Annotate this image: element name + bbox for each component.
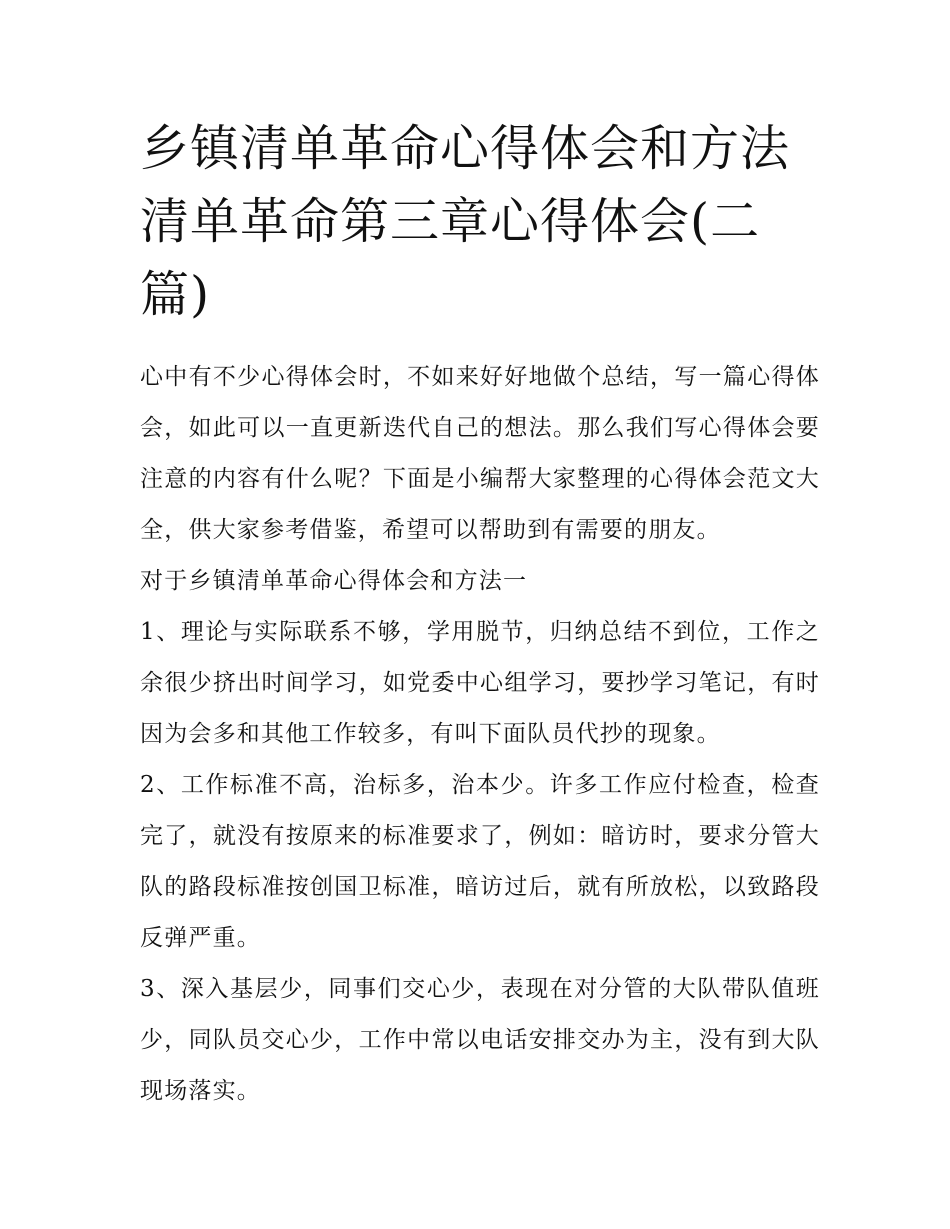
list-item: 1、理论与实际联系不够，学用脱节，归纳总结不到位，工作之余很少挤出时间学习，如党委中心组学习，要抄学习笔记，有时因为会多和其他工作较多，有叫下面队员代抄的现象。 <box>140 619 820 747</box>
list-item: 3、深入基层少，同事们交心少，表现在对分管的大队带队值班少，同队员交心少，工作中常以电话安排交办为主，没有到大队现场落实。 <box>140 976 820 1104</box>
document-body <box>140 352 820 1117</box>
document-title: 乡镇清单革命心得体会和方法清单革命第三章心得体会(二篇) <box>140 120 791 323</box>
intro-paragraph: 心中有不少心得体会时，不如来好好地做个总结，写一篇心得体会，如此可以一直更新迭代自己的想法。那么我们写心得体会要注意的内容有什么呢？下面是小编帮大家整理的心得体会范文大全，供大家参考借鉴，希望可以帮助到有需要的朋友。 <box>140 364 820 543</box>
list-item: 2、工作标准不高，治标多，治本少。许多工作应付检查，检查完了，就没有按原来的标准要求了，例如：暗访时，要求分管大队的路段标准按创国卫标准，暗访过后，就有所放松，以致路段反弹严重。 <box>140 772 820 951</box>
section-heading: 对于乡镇清单革命心得体会和方法一 <box>140 568 528 594</box>
